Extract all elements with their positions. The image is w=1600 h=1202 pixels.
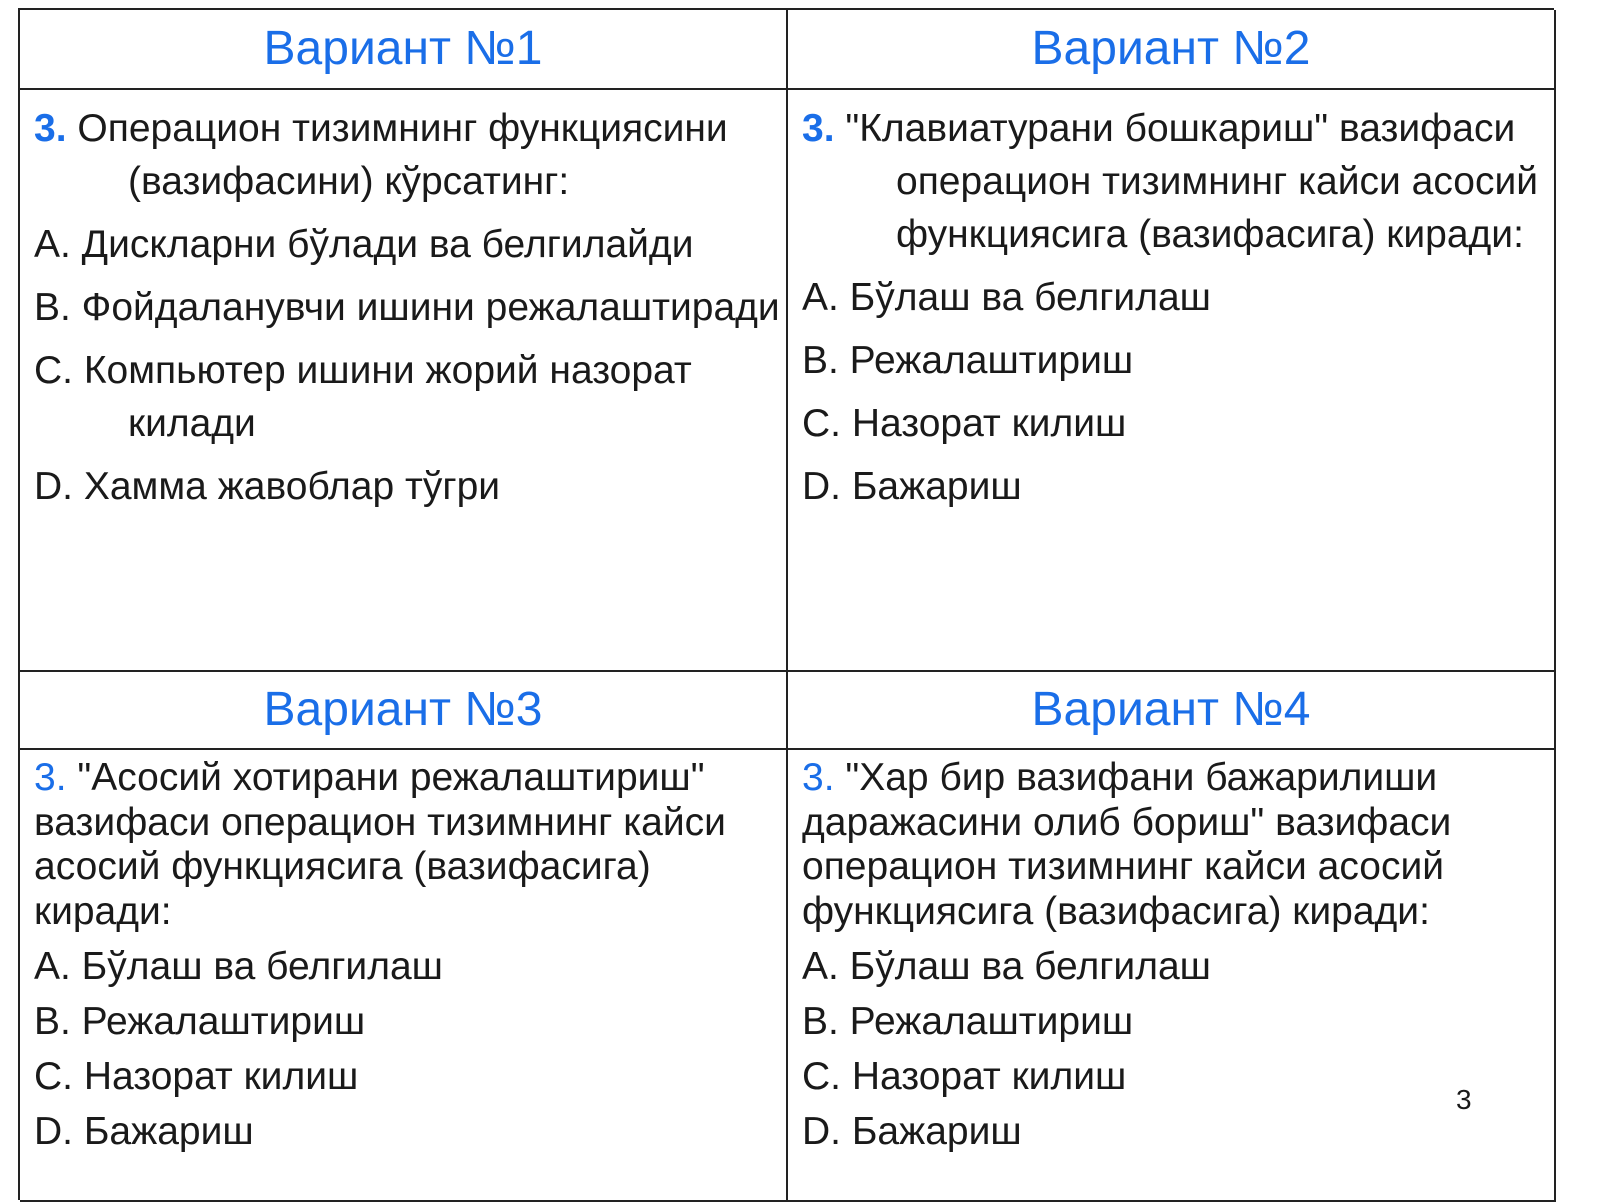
variant-4-title: Вариант №4 — [1031, 683, 1311, 736]
variant-1-header — [20, 10, 788, 90]
question-number: 3. — [34, 107, 67, 150]
variant-2-option-b: B. Режалаштириш — [802, 339, 1134, 382]
variants-table — [18, 8, 1554, 1200]
question-number: 3. — [34, 756, 67, 799]
variant-1-question — [34, 102, 786, 208]
variant-3-option-a: A. Бўлаш ва белгилаш — [34, 945, 443, 988]
question-text: Операцион тизимнинг функциясини (вазифасини) кўрсатинг: — [66, 107, 728, 203]
variant-1-option-d: D. Хамма жавоблар тўгри — [34, 465, 501, 508]
variant-4-option-b: B. Режалаштириш — [802, 1000, 1134, 1043]
variant-3-option-b: B. Режалаштириш — [34, 1000, 366, 1043]
variant-4-body — [788, 750, 1556, 1202]
variant-4-option-d: D. Бажариш — [802, 1110, 1022, 1153]
variant-2-header — [788, 10, 1556, 90]
variant-1-option-c: C. Компьютер ишини жорий назорат килади — [34, 349, 692, 445]
variant-4-header — [788, 672, 1556, 750]
question-text: "Асосий хотирани режалаштириш" вазифаси операцион тизимнинг кайси асосий функциясига (вазифасига) киради: — [34, 756, 726, 933]
variant-2-title: Вариант №2 — [1031, 22, 1311, 75]
question-text: "Клавиатурани бошкариш" вазифаси операцион тизимнинг кайси асосий функциясига (вазифасига) киради: — [834, 107, 1539, 256]
variant-1-option-a: A. Дискларни бўлади ва белгилайди — [34, 223, 694, 266]
variant-2-option-c: C. Назорат килиш — [802, 402, 1127, 445]
variant-2-question — [802, 102, 1554, 261]
variant-3-question — [34, 756, 786, 934]
question-number: 3. — [802, 756, 835, 799]
variant-1-option-b: B. Фойдаланувчи ишини режалаштиради — [34, 286, 780, 329]
question-text: "Хар бир вазифани бажарилиши даражасини олиб бориш" вазифаси операцион тизимнинг кайси асосий функциясига (вазифасига) киради: — [802, 756, 1452, 933]
variant-3-option-c: C. Назорат килиш — [34, 1055, 359, 1098]
question-number: 3. — [802, 107, 835, 150]
variant-1-title: Вариант №1 — [263, 22, 543, 75]
variant-2-option-d: D. Бажариш — [802, 465, 1022, 508]
variant-3-option-d: D. Бажариш — [34, 1110, 254, 1153]
variant-1-body — [20, 90, 788, 672]
variant-3-body — [20, 750, 788, 1202]
variant-2-option-a: A. Бўлаш ва белгилаш — [802, 276, 1211, 319]
variant-4-question — [802, 756, 1554, 934]
variant-3-title: Вариант №3 — [263, 683, 543, 736]
page-number: 3 — [1456, 1084, 1472, 1115]
variant-3-header — [20, 672, 788, 750]
variant-4-option-a: A. Бўлаш ва белгилаш — [802, 945, 1211, 988]
variant-4-option-c: C. Назорат килиш — [802, 1055, 1127, 1098]
variant-2-body — [788, 90, 1556, 672]
